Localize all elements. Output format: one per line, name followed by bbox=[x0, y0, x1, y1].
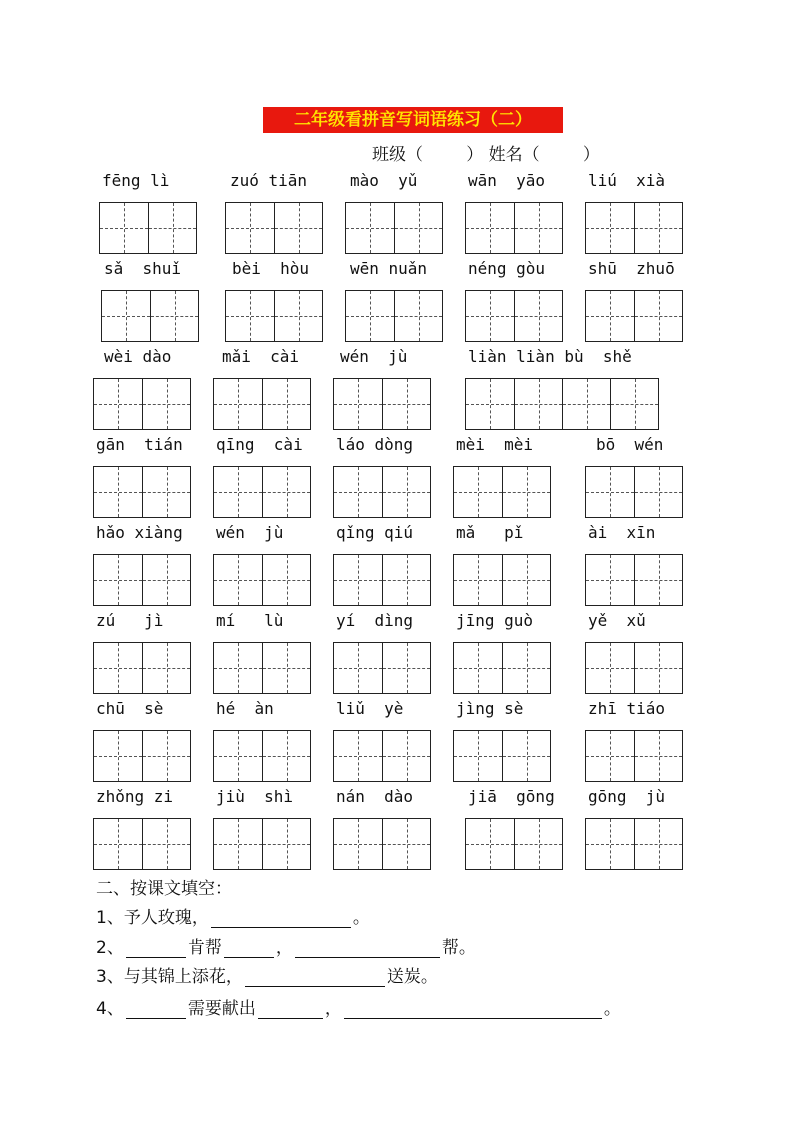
pinyin-label: néng gòu bbox=[468, 259, 546, 278]
class-name-field[interactable]: 班级（ ） 姓名（ ） bbox=[372, 145, 600, 165]
writing-box[interactable] bbox=[213, 554, 311, 606]
tianzige-cell[interactable] bbox=[142, 555, 190, 605]
line-text: 送炭。 bbox=[386, 967, 438, 987]
tianzige-cell[interactable] bbox=[466, 203, 514, 253]
writing-box[interactable] bbox=[465, 378, 659, 430]
tianzige-cell[interactable] bbox=[634, 731, 682, 781]
writing-box[interactable] bbox=[333, 378, 431, 430]
answer-blank[interactable] bbox=[245, 968, 385, 987]
tianzige-cell[interactable] bbox=[466, 379, 514, 429]
writing-box[interactable] bbox=[225, 202, 323, 254]
tianzige-cell[interactable] bbox=[466, 291, 514, 341]
writing-box[interactable] bbox=[213, 730, 311, 782]
tianzige-cell[interactable] bbox=[502, 643, 550, 693]
writing-box[interactable] bbox=[585, 554, 683, 606]
tianzige-cell[interactable] bbox=[334, 555, 382, 605]
tianzige-cell[interactable] bbox=[394, 291, 442, 341]
writing-box[interactable] bbox=[465, 202, 563, 254]
line-text: 1、予人玫瑰， bbox=[96, 908, 209, 928]
pinyin-label: liǔ yè bbox=[336, 699, 404, 718]
tianzige-cell[interactable] bbox=[346, 291, 394, 341]
tianzige-cell[interactable] bbox=[214, 555, 262, 605]
tianzige-cell[interactable] bbox=[610, 379, 658, 429]
writing-box[interactable] bbox=[93, 642, 191, 694]
tianzige-cell[interactable] bbox=[262, 467, 310, 517]
line-text: 2、 bbox=[96, 938, 124, 958]
writing-box[interactable] bbox=[345, 202, 443, 254]
tianzige-cell[interactable] bbox=[454, 643, 502, 693]
fill-in-line bbox=[96, 994, 621, 1019]
pinyin-label: liàn liàn bù shě bbox=[468, 347, 632, 366]
fill-in-line bbox=[96, 962, 438, 987]
writing-box[interactable] bbox=[453, 730, 551, 782]
tianzige-cell[interactable] bbox=[382, 731, 430, 781]
tianzige-cell[interactable] bbox=[262, 819, 310, 869]
tianzige-cell[interactable] bbox=[214, 819, 262, 869]
pinyin-label: bō wén bbox=[596, 435, 664, 454]
pinyin-label: zú jì bbox=[96, 611, 164, 630]
writing-box[interactable] bbox=[585, 642, 683, 694]
tianzige-cell[interactable] bbox=[274, 291, 322, 341]
pinyin-label: shū zhuō bbox=[588, 259, 675, 278]
line-text: ， bbox=[324, 999, 342, 1019]
tianzige-cell[interactable] bbox=[334, 731, 382, 781]
pinyin-label: bèi hòu bbox=[232, 259, 310, 278]
tianzige-cell[interactable] bbox=[634, 643, 682, 693]
tianzige-cell[interactable] bbox=[514, 203, 562, 253]
pinyin-label: ài xīn bbox=[588, 523, 656, 542]
pinyin-label: jiù shì bbox=[216, 787, 294, 806]
pinyin-label: fēng lì bbox=[102, 171, 170, 190]
tianzige-cell[interactable] bbox=[634, 467, 682, 517]
tianzige-cell[interactable] bbox=[142, 819, 190, 869]
tianzige-cell[interactable] bbox=[586, 291, 634, 341]
fill-in-line bbox=[96, 903, 370, 928]
tianzige-cell[interactable] bbox=[94, 379, 142, 429]
writing-box[interactable] bbox=[333, 466, 431, 518]
pinyin-label: sǎ shuǐ bbox=[104, 259, 182, 278]
tianzige-cell[interactable] bbox=[514, 379, 562, 429]
writing-box[interactable] bbox=[99, 202, 197, 254]
pinyin-label: mèi mèi bbox=[456, 435, 534, 454]
tianzige-cell[interactable] bbox=[382, 643, 430, 693]
line-text: 需要献出 bbox=[187, 999, 256, 1019]
tianzige-cell[interactable] bbox=[454, 555, 502, 605]
writing-box[interactable] bbox=[333, 818, 431, 870]
writing-box[interactable] bbox=[101, 290, 199, 342]
writing-box[interactable] bbox=[585, 818, 683, 870]
pinyin-label: mǎ pǐ bbox=[456, 523, 524, 542]
tianzige-cell[interactable] bbox=[142, 467, 190, 517]
tianzige-cell[interactable] bbox=[586, 731, 634, 781]
tianzige-cell[interactable] bbox=[148, 203, 196, 253]
tianzige-cell[interactable] bbox=[634, 203, 682, 253]
tianzige-cell[interactable] bbox=[346, 203, 394, 253]
tianzige-cell[interactable] bbox=[514, 819, 562, 869]
pinyin-label: wèi dào bbox=[104, 347, 172, 366]
tianzige-cell[interactable] bbox=[454, 467, 502, 517]
tianzige-cell[interactable] bbox=[102, 291, 150, 341]
writing-box[interactable] bbox=[93, 818, 191, 870]
tianzige-cell[interactable] bbox=[562, 379, 610, 429]
tianzige-cell[interactable] bbox=[214, 731, 262, 781]
tianzige-cell[interactable] bbox=[466, 819, 514, 869]
tianzige-cell[interactable] bbox=[502, 555, 550, 605]
pinyin-label: wén jù bbox=[340, 347, 408, 366]
tianzige-cell[interactable] bbox=[94, 731, 142, 781]
tianzige-cell[interactable] bbox=[586, 203, 634, 253]
line-text: 。 bbox=[352, 908, 370, 928]
answer-blank[interactable] bbox=[295, 939, 440, 958]
tianzige-cell[interactable] bbox=[634, 291, 682, 341]
tianzige-cell[interactable] bbox=[100, 203, 148, 253]
tianzige-cell[interactable] bbox=[142, 731, 190, 781]
pinyin-label: mào yǔ bbox=[350, 171, 418, 190]
tianzige-cell[interactable] bbox=[394, 203, 442, 253]
pinyin-label: wén jù bbox=[216, 523, 284, 542]
writing-box[interactable] bbox=[333, 554, 431, 606]
writing-box[interactable] bbox=[585, 290, 683, 342]
tianzige-cell[interactable] bbox=[334, 379, 382, 429]
tianzige-cell[interactable] bbox=[586, 467, 634, 517]
tianzige-cell[interactable] bbox=[514, 291, 562, 341]
answer-blank[interactable] bbox=[126, 1000, 186, 1019]
pinyin-label: jīng guò bbox=[456, 611, 534, 630]
writing-box[interactable] bbox=[225, 290, 323, 342]
writing-box[interactable] bbox=[453, 466, 551, 518]
pinyin-label: jiā gōng bbox=[468, 787, 555, 806]
line-text: 帮。 bbox=[441, 938, 476, 958]
tianzige-cell[interactable] bbox=[262, 643, 310, 693]
tianzige-cell[interactable] bbox=[502, 467, 550, 517]
writing-box[interactable] bbox=[93, 730, 191, 782]
tianzige-cell[interactable] bbox=[586, 555, 634, 605]
writing-box[interactable] bbox=[93, 466, 191, 518]
worksheet-title: 二年级看拼音写词语练习（二） bbox=[263, 107, 563, 133]
tianzige-cell[interactable] bbox=[586, 643, 634, 693]
pinyin-label: zuó tiān bbox=[230, 171, 308, 190]
answer-blank[interactable] bbox=[211, 909, 351, 928]
pinyin-label: qīng cài bbox=[216, 435, 303, 454]
pinyin-label: láo dòng bbox=[336, 435, 414, 454]
pinyin-label: yí dìng bbox=[336, 611, 414, 630]
writing-box[interactable] bbox=[453, 642, 551, 694]
pinyin-label: mǎi cài bbox=[222, 347, 300, 366]
pinyin-label: nán dào bbox=[336, 787, 414, 806]
tianzige-cell[interactable] bbox=[334, 643, 382, 693]
answer-blank[interactable] bbox=[224, 939, 274, 958]
tianzige-cell[interactable] bbox=[94, 555, 142, 605]
writing-box[interactable] bbox=[213, 642, 311, 694]
tianzige-cell[interactable] bbox=[214, 643, 262, 693]
tianzige-cell[interactable] bbox=[382, 379, 430, 429]
tianzige-cell[interactable] bbox=[382, 467, 430, 517]
tianzige-cell[interactable] bbox=[262, 379, 310, 429]
pinyin-label: gān tián bbox=[96, 435, 183, 454]
writing-box[interactable] bbox=[585, 202, 683, 254]
tianzige-cell[interactable] bbox=[226, 291, 274, 341]
fill-in-line bbox=[96, 933, 476, 958]
tianzige-cell[interactable] bbox=[634, 819, 682, 869]
pinyin-label: yě xǔ bbox=[588, 611, 646, 630]
writing-box[interactable] bbox=[93, 554, 191, 606]
answer-blank[interactable] bbox=[258, 1000, 323, 1019]
writing-box[interactable] bbox=[93, 378, 191, 430]
tianzige-cell[interactable] bbox=[382, 819, 430, 869]
pinyin-label: jìng sè bbox=[456, 699, 524, 718]
tianzige-cell[interactable] bbox=[214, 467, 262, 517]
pinyin-label: wēn nuǎn bbox=[350, 259, 428, 278]
writing-box[interactable] bbox=[345, 290, 443, 342]
tianzige-cell[interactable] bbox=[586, 819, 634, 869]
tianzige-cell[interactable] bbox=[262, 731, 310, 781]
writing-box[interactable] bbox=[213, 818, 311, 870]
writing-box[interactable] bbox=[213, 466, 311, 518]
tianzige-cell[interactable] bbox=[454, 731, 502, 781]
pinyin-label: hǎo xiàng bbox=[96, 523, 183, 542]
pinyin-label: gōng jù bbox=[588, 787, 666, 806]
pinyin-label: hé àn bbox=[216, 699, 274, 718]
tianzige-cell[interactable] bbox=[94, 643, 142, 693]
line-text: ， bbox=[275, 938, 293, 958]
tianzige-cell[interactable] bbox=[94, 819, 142, 869]
section-heading: 二、按课文填空： bbox=[96, 879, 232, 899]
tianzige-cell[interactable] bbox=[502, 731, 550, 781]
tianzige-cell[interactable] bbox=[334, 819, 382, 869]
tianzige-cell[interactable] bbox=[634, 555, 682, 605]
line-text: 。 bbox=[603, 999, 621, 1019]
answer-blank[interactable] bbox=[344, 1000, 602, 1019]
writing-box[interactable] bbox=[213, 378, 311, 430]
writing-box[interactable] bbox=[333, 642, 431, 694]
tianzige-cell[interactable] bbox=[226, 203, 274, 253]
pinyin-label: chū sè bbox=[96, 699, 164, 718]
tianzige-cell[interactable] bbox=[214, 379, 262, 429]
pinyin-label: zhǒng zi bbox=[96, 787, 174, 806]
tianzige-cell[interactable] bbox=[94, 467, 142, 517]
tianzige-cell[interactable] bbox=[150, 291, 198, 341]
writing-box[interactable] bbox=[333, 730, 431, 782]
line-text: 4、 bbox=[96, 999, 124, 1019]
line-text: 3、与其锦上添花， bbox=[96, 967, 243, 987]
pinyin-label: mí lù bbox=[216, 611, 284, 630]
tianzige-cell[interactable] bbox=[262, 555, 310, 605]
writing-box[interactable] bbox=[585, 730, 683, 782]
writing-box[interactable] bbox=[453, 554, 551, 606]
pinyin-label: qǐng qiú bbox=[336, 523, 414, 542]
writing-box[interactable] bbox=[585, 466, 683, 518]
pinyin-label: wān yāo bbox=[468, 171, 546, 190]
tianzige-cell[interactable] bbox=[142, 643, 190, 693]
line-text: 肯帮 bbox=[187, 938, 222, 958]
tianzige-cell[interactable] bbox=[334, 467, 382, 517]
pinyin-label: zhī tiáo bbox=[588, 699, 666, 718]
writing-box[interactable] bbox=[465, 290, 563, 342]
tianzige-cell[interactable] bbox=[274, 203, 322, 253]
answer-blank[interactable] bbox=[126, 939, 186, 958]
pinyin-label: liú xià bbox=[588, 171, 666, 190]
tianzige-cell[interactable] bbox=[142, 379, 190, 429]
writing-box[interactable] bbox=[465, 818, 563, 870]
tianzige-cell[interactable] bbox=[382, 555, 430, 605]
